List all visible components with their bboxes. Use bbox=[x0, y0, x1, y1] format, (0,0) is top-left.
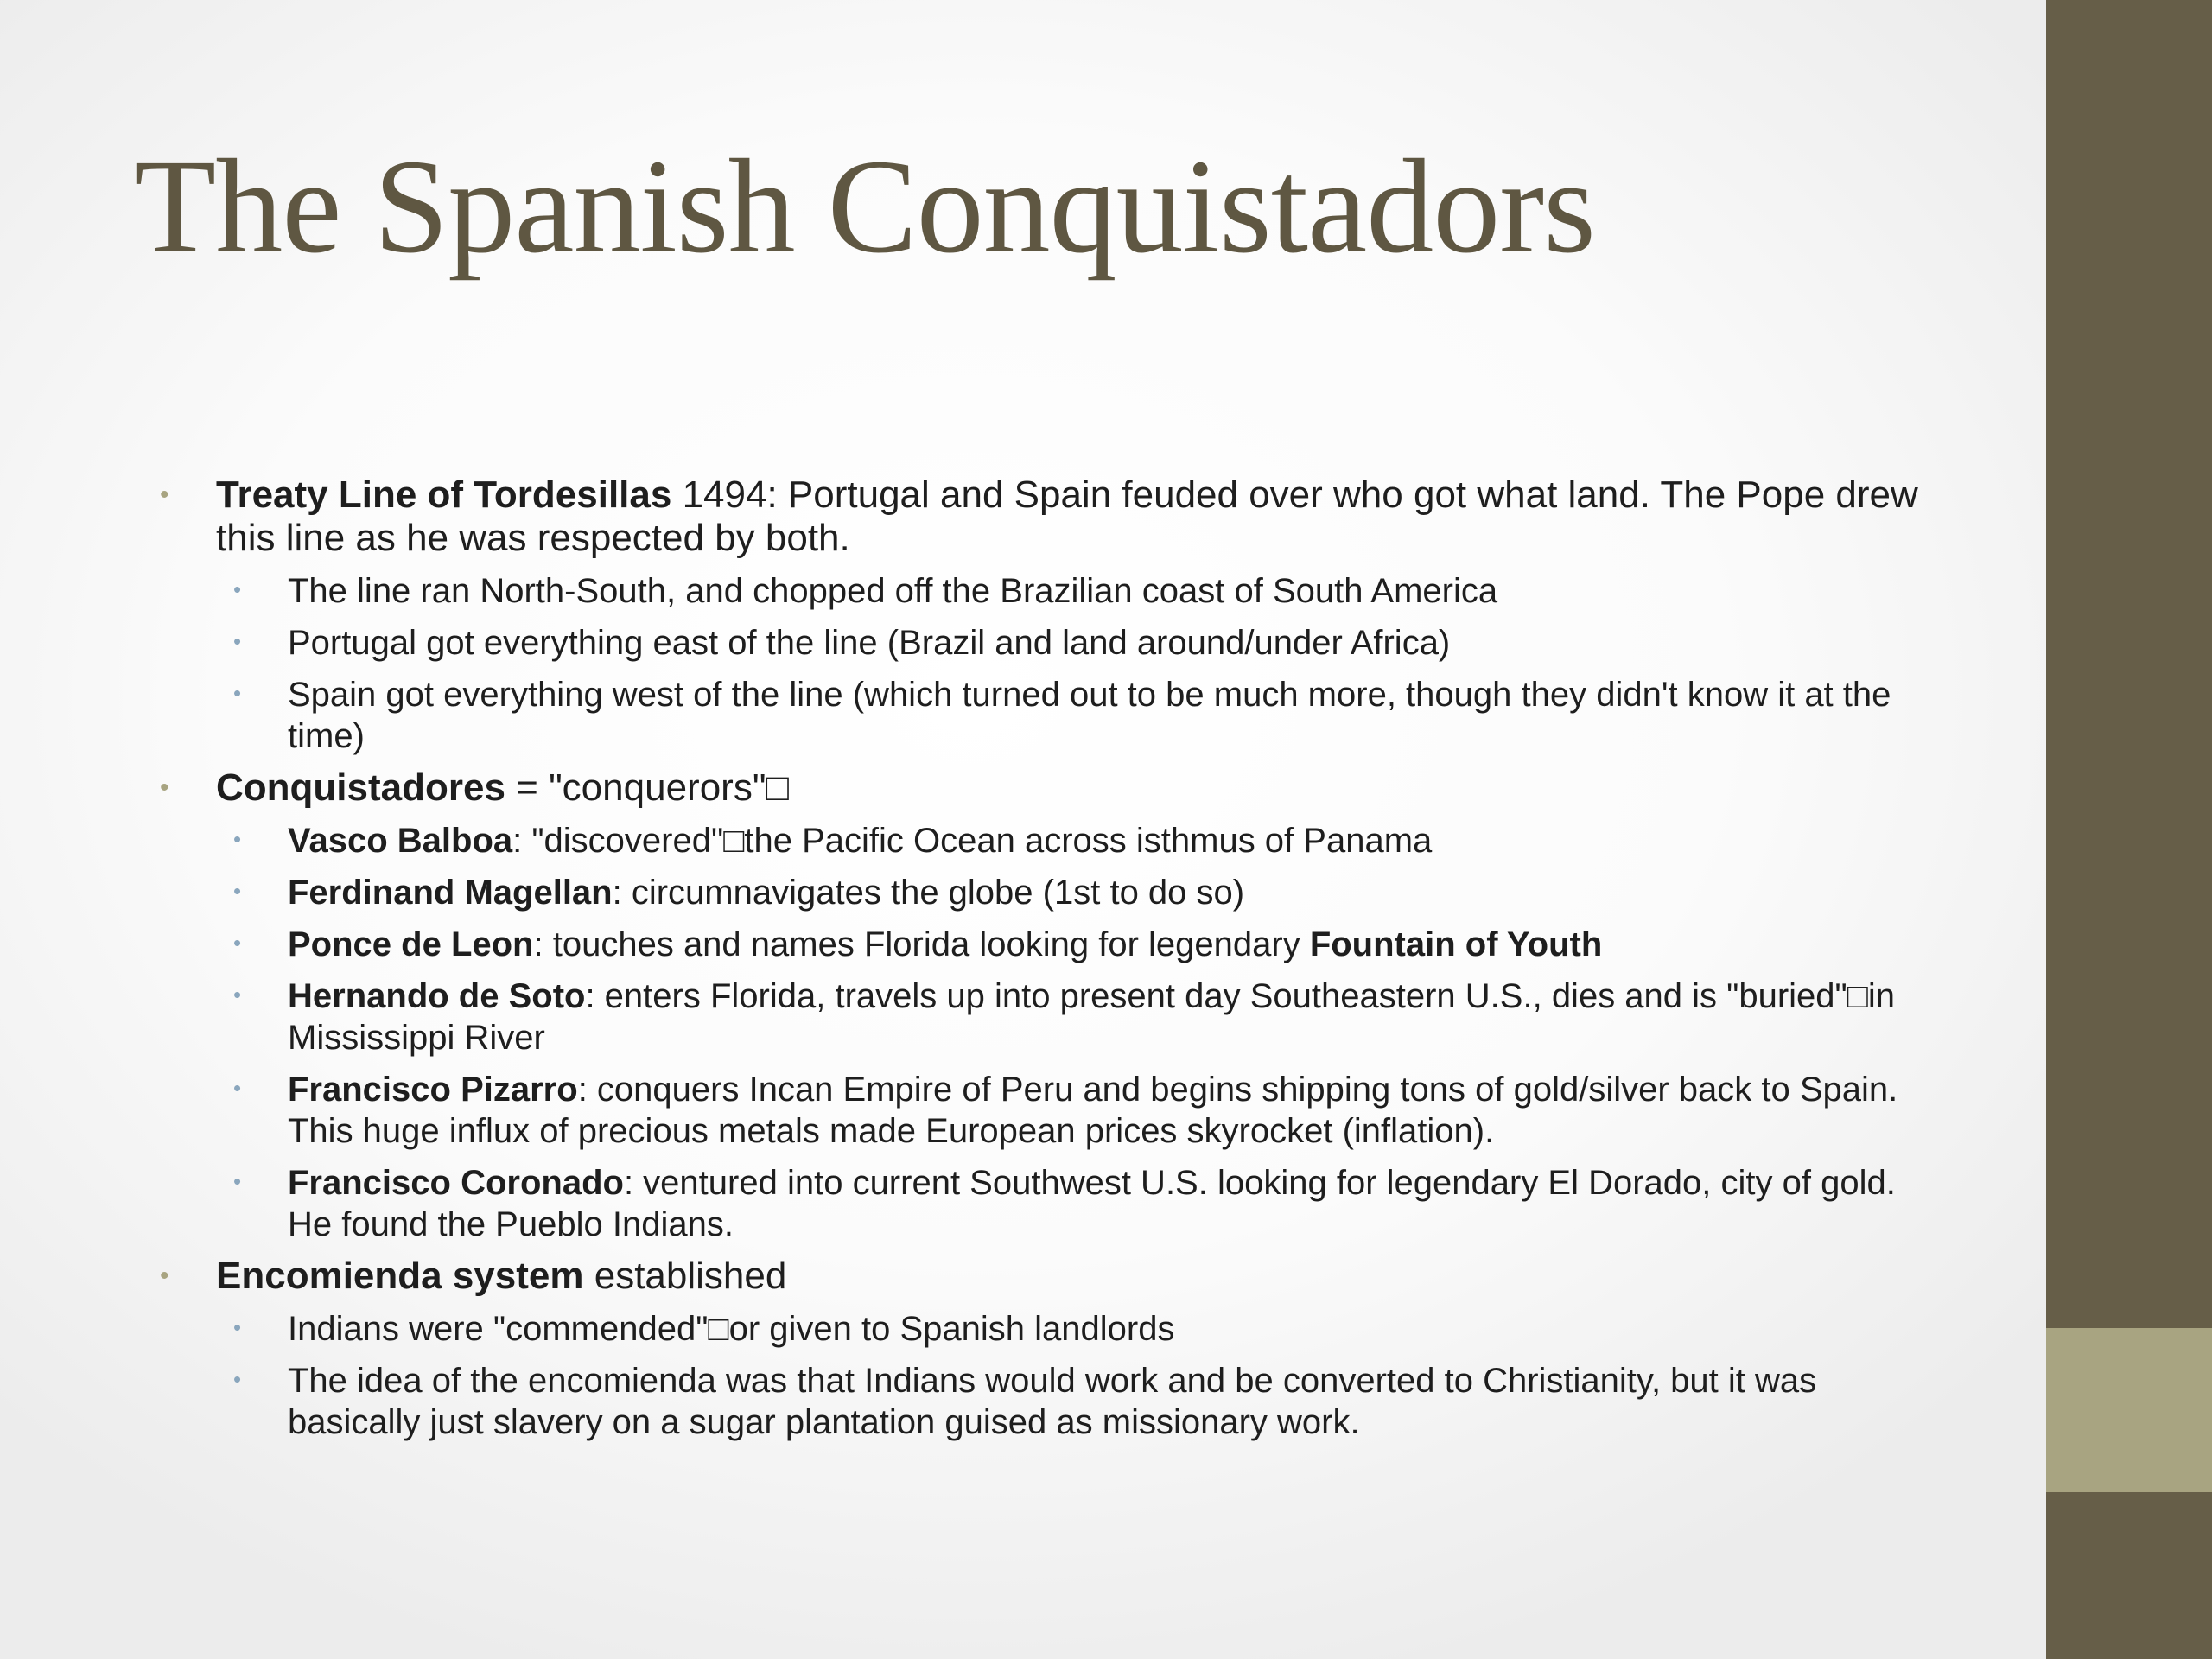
sub-bullet-item bbox=[151, 924, 1923, 965]
sub-bullet-dot-icon: • bbox=[233, 1075, 242, 1101]
bullet-item bbox=[151, 474, 1923, 757]
sub-bullet-text: : touches and names Florida looking for legendary bbox=[533, 925, 1310, 963]
sub-bullet-list bbox=[216, 1308, 1923, 1443]
sub-bullet-term: Vasco Balboa bbox=[288, 822, 513, 860]
sub-bullet-item bbox=[151, 622, 1923, 664]
sub-bullet-text: The line ran North-South, and chopped off the Brazilian coast of South America bbox=[288, 572, 1498, 610]
sub-bullet-text: Spain got everything west of the line (which turned out to be much more, though they didn't know it at the time) bbox=[288, 676, 1891, 755]
sub-bullet-text: Portugal got everything east of the line (Brazil and land around/under Africa) bbox=[288, 624, 1451, 662]
sub-bullet-dot-icon: • bbox=[233, 930, 242, 956]
sub-bullet-item bbox=[151, 1308, 1923, 1350]
sub-bullet-text: : conquers Incan Empire of Peru and begins shipping tons of gold/silver back to Spain. This huge influx of precious metals made European prices skyrocket (inflation). bbox=[288, 1071, 1898, 1150]
sub-bullet-term: Francisco Pizarro bbox=[288, 1071, 578, 1109]
sub-bullet-dot-icon: • bbox=[233, 878, 242, 904]
sub-bullet-text: : circumnavigates the globe (1st to do so) bbox=[612, 874, 1245, 912]
bullet-dot-icon: • bbox=[160, 773, 169, 802]
sub-bullet-text: : ventured into current Southwest U.S. looking for legendary El Dorado, city of gold. He found the Pueblo Indians. bbox=[288, 1164, 1896, 1243]
sub-bullet-list bbox=[216, 570, 1923, 757]
sub-bullet-dot-icon: • bbox=[233, 826, 242, 852]
bullet-item bbox=[151, 766, 1923, 1245]
bullet-term: Encomienda system bbox=[216, 1255, 584, 1297]
bullet-term: Conquistadores bbox=[216, 766, 505, 809]
bullet-item bbox=[151, 1255, 1923, 1443]
sub-bullet-dot-icon: • bbox=[233, 1366, 242, 1392]
sub-bullet-text: : "discovered"□the Pacific Ocean across isthmus of Panama bbox=[512, 822, 1433, 860]
sub-bullet-term: Francisco Coronado bbox=[288, 1164, 624, 1202]
bullet-list bbox=[151, 474, 1923, 1443]
sub-bullet-item bbox=[151, 674, 1923, 757]
bullet-dot-icon: • bbox=[160, 1262, 169, 1290]
sub-bullet-text: : enters Florida, travels up into present day Southeastern U.S., dies and is "buried"□in Mississippi River bbox=[288, 977, 1896, 1057]
sub-bullet-dot-icon: • bbox=[233, 1168, 242, 1194]
sub-bullet-item bbox=[151, 1162, 1923, 1245]
sub-bullet-dot-icon: • bbox=[233, 680, 242, 706]
sub-bullet-item bbox=[151, 1360, 1923, 1443]
sub-bullet-list bbox=[216, 820, 1923, 1245]
sub-bullet-dot-icon: • bbox=[233, 1314, 242, 1340]
bullet-text: 1494: Portugal and Spain feuded over who got what land. The Pope drew this line as he was respected by both. bbox=[216, 474, 1918, 559]
bullet-dot-icon: • bbox=[160, 480, 169, 509]
sub-bullet-item bbox=[151, 820, 1923, 861]
bullet-term: Treaty Line of Tordesillas bbox=[216, 474, 672, 516]
sub-bullet-item bbox=[151, 1069, 1923, 1152]
bullet-text: = "conquerors"□ bbox=[505, 766, 790, 809]
sub-bullet-emphasis: Fountain of Youth bbox=[1309, 925, 1603, 963]
sub-bullet-text: The idea of the encomienda was that Indians would work and be converted to Christianity, but it was basically just slavery on a sugar plantation guised as missionary work. bbox=[288, 1362, 1817, 1441]
sub-bullet-text: Indians were "commended"□or given to Spanish landlords bbox=[288, 1310, 1175, 1348]
sub-bullet-term: Hernando de Soto bbox=[288, 977, 586, 1015]
sub-bullet-term: Ponce de Leon bbox=[288, 925, 534, 963]
sub-bullet-dot-icon: • bbox=[233, 982, 242, 1007]
bullet-text: established bbox=[583, 1255, 787, 1297]
sub-bullet-item bbox=[151, 976, 1923, 1058]
sub-bullet-term: Ferdinand Magellan bbox=[288, 874, 613, 912]
sub-bullet-dot-icon: • bbox=[233, 576, 242, 602]
sub-bullet-item bbox=[151, 570, 1923, 612]
side-accent-block bbox=[2046, 1328, 2212, 1492]
sub-bullet-item bbox=[151, 872, 1923, 913]
sub-bullet-dot-icon: • bbox=[233, 628, 242, 654]
slide-title: The Spanish Conquistadors bbox=[134, 131, 1595, 281]
